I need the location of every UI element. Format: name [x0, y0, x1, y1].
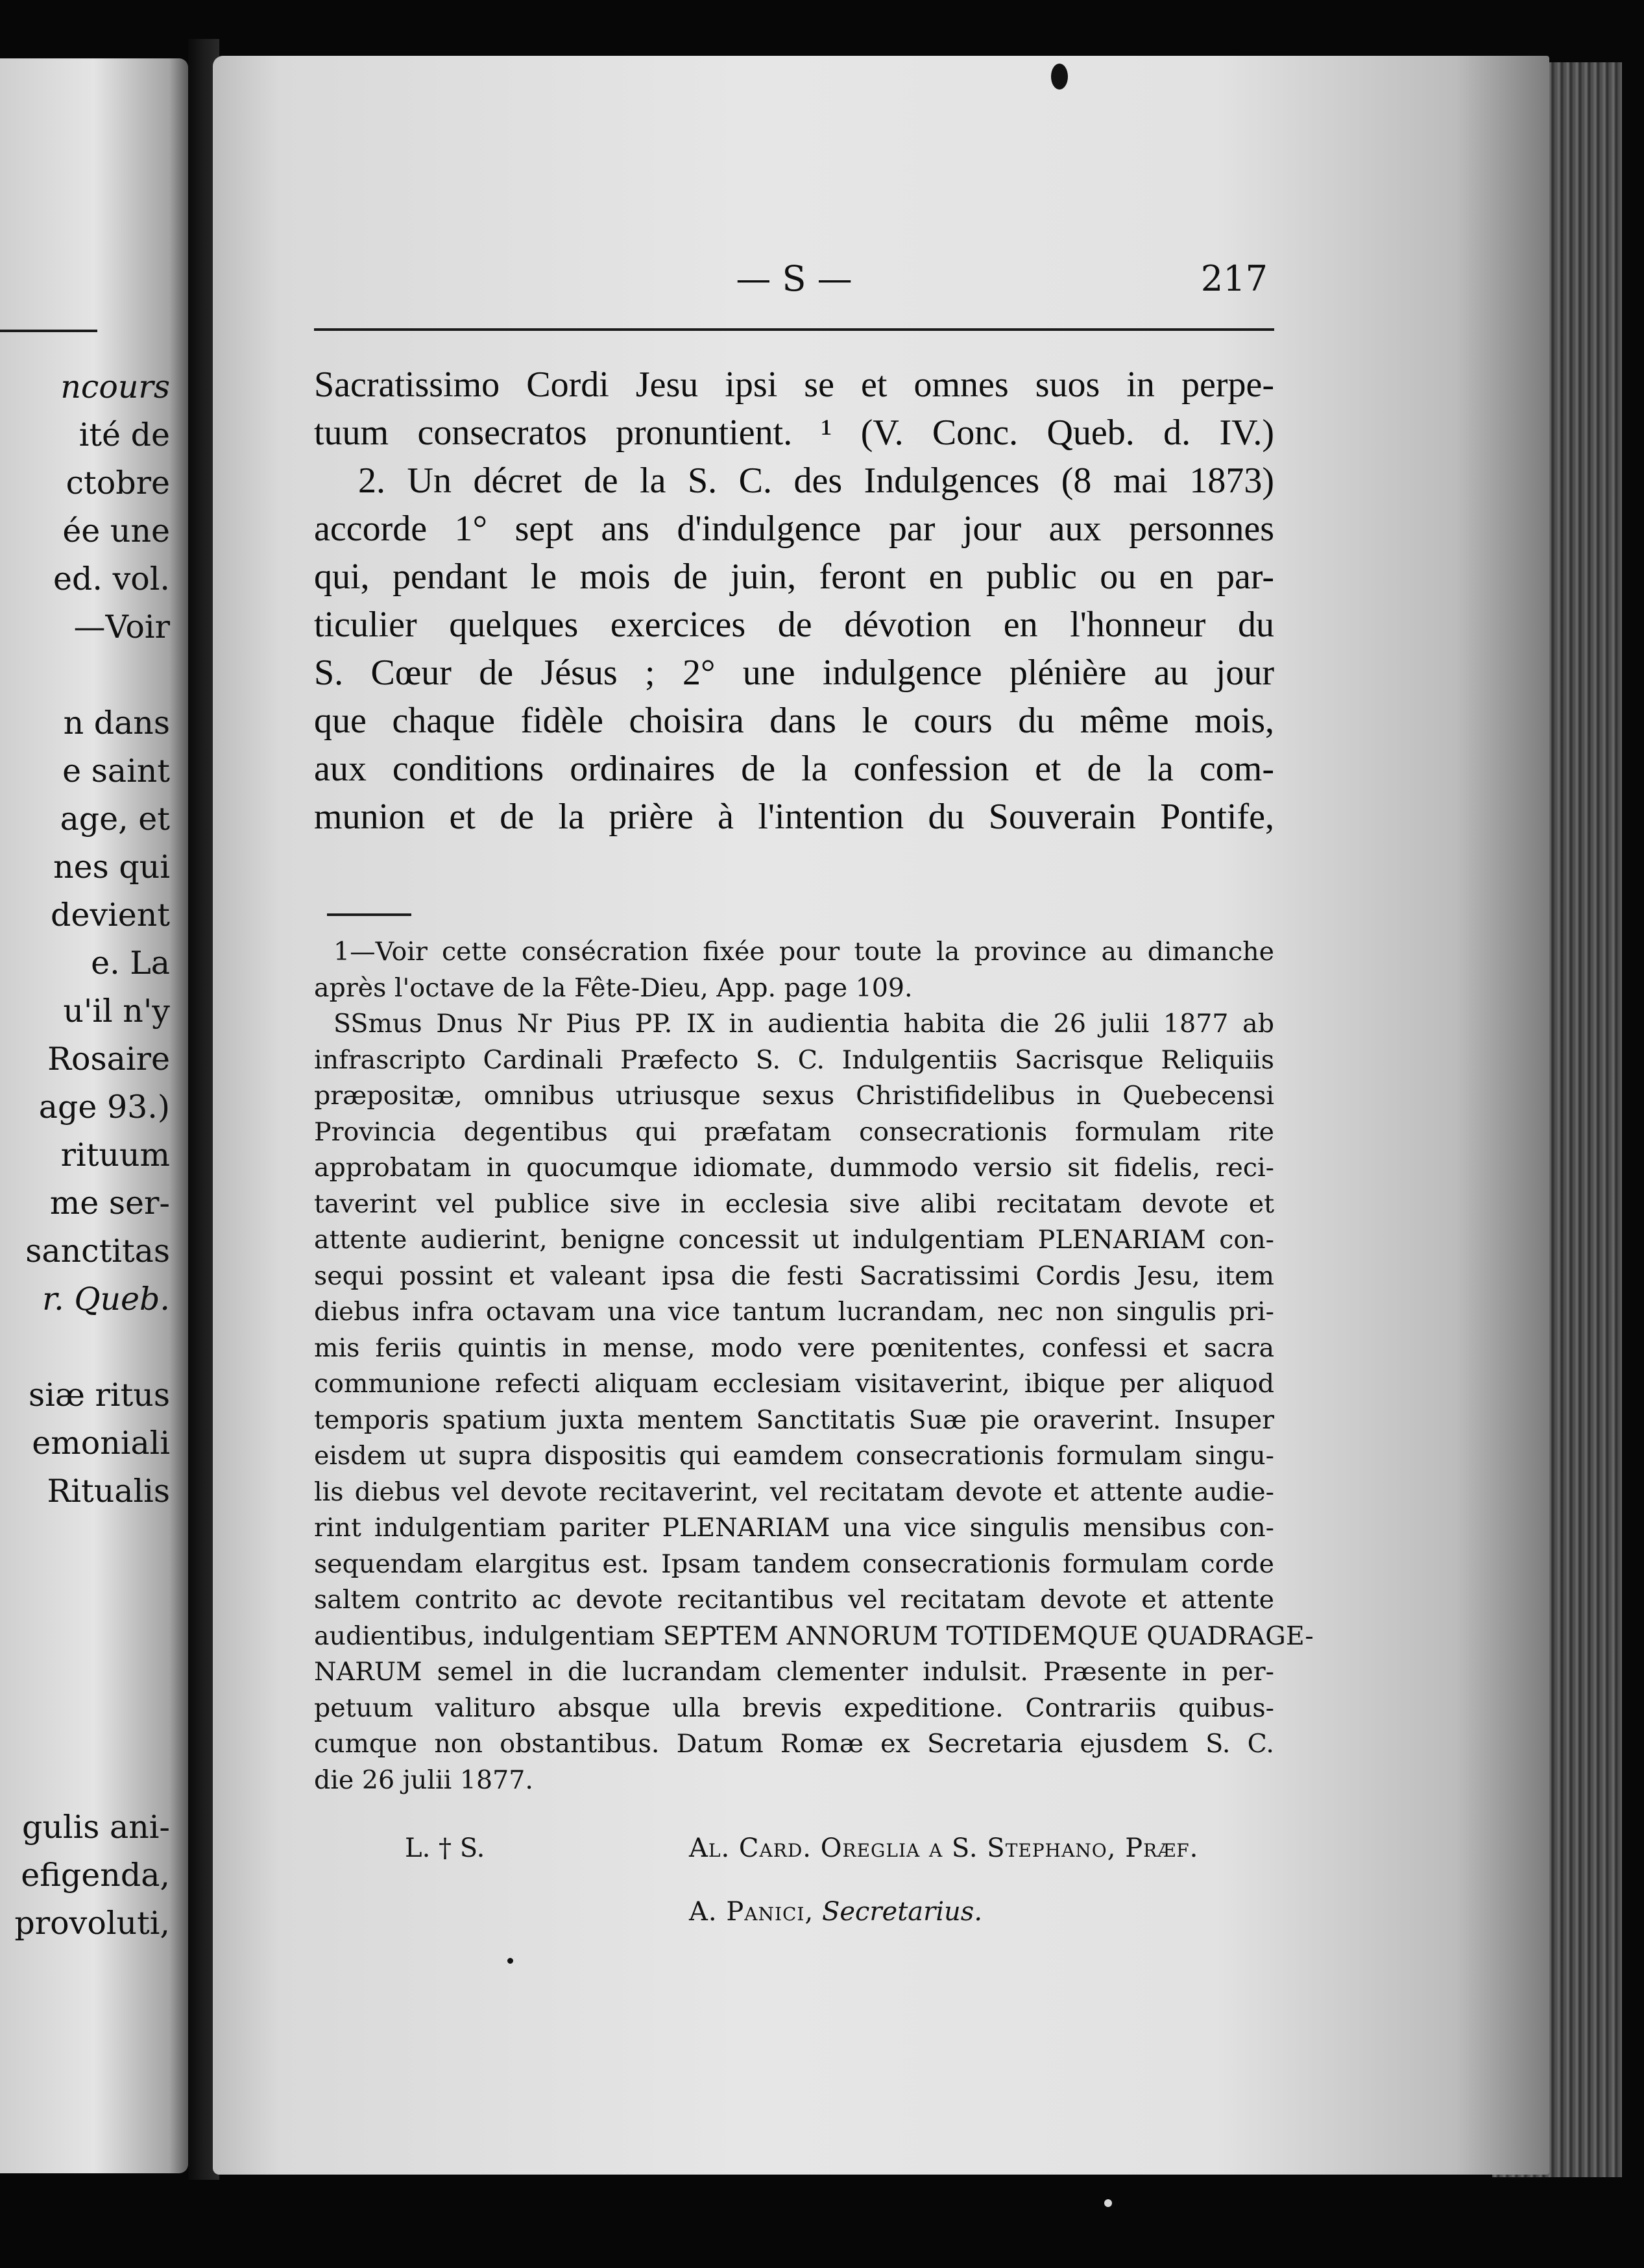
left-line	[0, 1515, 170, 1563]
prefect-signature: Al. Card. Oreglia a S. Stephano, Præf.	[689, 1833, 1199, 1863]
left-line: —Voir	[73, 609, 170, 645]
body-line: 2. Un décret de la S. C. des Indulgences (8 mai 1873)	[358, 461, 1274, 501]
left-line: nes qui	[53, 849, 170, 886]
footnote	[314, 934, 1314, 1798]
footnote-line: cumque non obstantibus. Datum Romæ ex Secretaria ejusdem S. C.	[314, 1729, 1274, 1759]
section-letter: — S —	[736, 258, 852, 299]
left-line	[0, 1563, 170, 1611]
left-line: devient	[51, 897, 170, 934]
left-line	[0, 651, 170, 699]
left-line: emoniali	[32, 1425, 170, 1462]
left-page-rule	[0, 330, 97, 332]
left-line: ctobre	[66, 464, 170, 501]
footnote-line: SSmus Dnus Nr Pius PP. IX in audientia habita die 26 julii 1877 ab	[333, 1009, 1274, 1039]
left-line: siæ ritus	[29, 1377, 170, 1414]
footnote-line: lis diebus vel devote recitaverint, vel recitatam devote et attente audie-	[314, 1477, 1274, 1507]
ink-speck	[1051, 64, 1068, 90]
secretary-signature	[689, 1897, 982, 1927]
left-line: ncours	[60, 368, 170, 405]
left-line: gulis ani-	[22, 1809, 170, 1846]
ink-speck	[507, 1958, 513, 1964]
left-line: e. La	[91, 945, 170, 982]
footnote-line: rint indulgentiam pariter PLENARIAM una vice singulis mensibus con-	[314, 1513, 1274, 1543]
footnote-line: petuum valituro absque ulla brevis expeditione. Contrariis quibus-	[314, 1693, 1274, 1723]
footnote-line: diebus infra octavam una vice tantum lucrandam, nec non singulis pri-	[314, 1297, 1274, 1327]
page-number: 217	[1200, 258, 1268, 299]
footnote-line: après l'octave de la Fête-Dieu, App. page 109.	[314, 972, 913, 1003]
left-line: Rosaire	[47, 1041, 170, 1078]
footnote-line: taverint vel publice sive in ecclesia sive alibi recitatam devote et	[314, 1188, 1274, 1219]
body-line: ticulier quelques exercices de dévotion en l'honneur du	[314, 605, 1274, 645]
body-line: munion et de la prière à l'intention du Souverain Pontife,	[314, 797, 1274, 837]
footnote-line: mis feriis quintis in mense, modo vere pœnitentes, confessi et sacra	[314, 1333, 1274, 1363]
footnote-line: die 26 julii 1877.	[314, 1765, 533, 1795]
footnote-line: Provincia degentibus qui præfatam consecrationis formulam rite	[314, 1116, 1274, 1147]
dust-speck	[1104, 2199, 1112, 2207]
left-page-fragment	[0, 58, 188, 2173]
secretary-title: Secretarius.	[821, 1897, 983, 1927]
header-rule	[314, 328, 1274, 331]
body-line: qui, pendant le mois de juin, feront en public ou en par-	[314, 557, 1274, 597]
footnote-line: sequi possint et valeant ipsa die festi Sacratissimi Cordis Jesu, item	[314, 1261, 1274, 1291]
left-line: u'il n'y	[63, 993, 170, 1030]
right-page	[213, 56, 1549, 2175]
footnote-line: attente audierint, benigne concessit ut indulgentiam PLENARIAM con-	[314, 1225, 1274, 1255]
left-line: age 93.)	[38, 1089, 170, 1126]
body-line: tuum consecratos pronuntient. ¹ (V. Conc. Queb. d. IV.)	[314, 413, 1274, 453]
left-line: r. Queb.	[42, 1281, 170, 1318]
left-line: n dans	[63, 705, 170, 742]
left-line: rituum	[60, 1137, 170, 1174]
footnote-line: eisdem ut supra dispositis qui eamdem consecrationis formulam singu-	[314, 1441, 1274, 1471]
footnote-line: NARUM semel in die lucrandam clementer indulsit. Præsente in per-	[314, 1657, 1274, 1687]
left-page-text	[0, 363, 170, 1948]
body-line: accorde 1° sept ans d'indulgence par jour aux personnes	[314, 509, 1274, 549]
footnote-line: approbatam in quocumque idiomate, dummodo versio sit fidelis, reci-	[314, 1153, 1274, 1183]
left-line: me ser-	[49, 1185, 170, 1222]
footnote-line: temporis spatium juxta mentem Sanctitatis Suæ pie oraverint. Insuper	[314, 1405, 1274, 1435]
left-line: age, et	[60, 801, 170, 838]
body-line: que chaque fidèle choisira dans le cours du même mois,	[314, 701, 1274, 741]
left-line: ité de	[79, 416, 170, 453]
left-line: Ritualis	[47, 1473, 170, 1510]
body-line: Sacratissimo Cordi Jesu ipsi se et omnes suos in perpe-	[314, 365, 1274, 405]
left-line	[0, 1323, 170, 1371]
secretary-name: A. Panici,	[689, 1897, 814, 1927]
footnote-line: communione refecti aliquam ecclesiam visitaverint, ibique per aliquod	[314, 1369, 1274, 1399]
left-line	[0, 1659, 170, 1707]
left-line: sanctitas	[25, 1233, 170, 1270]
left-line: provoluti,	[14, 1905, 170, 1942]
footnote-line: 1—Voir cette consécration fixée pour toute la province au dimanche	[333, 937, 1274, 967]
footnote-rule	[327, 913, 411, 916]
seal-mark: L. † S.	[405, 1833, 485, 1863]
left-line	[0, 1755, 170, 1804]
left-line	[0, 1707, 170, 1755]
running-head	[314, 258, 1274, 310]
footnote-line: audientibus, indulgentiam SEPTEM ANNORUM TOTIDEMQUE QUADRAGE-	[314, 1621, 1314, 1651]
footnote-line: præpositæ, omnibus utriusque sexus Christifidelibus in Quebecensi	[314, 1081, 1274, 1111]
left-line: e saint	[62, 753, 170, 790]
left-line	[0, 1611, 170, 1659]
footnote-line: infrascripto Cardinali Præfecto S. C. Indulgentiis Sacrisque Reliquiis	[314, 1044, 1274, 1075]
footnote-line: saltem contrito ac devote recitantibus vel recitatam devote et attente	[314, 1585, 1274, 1615]
body-text	[314, 361, 1274, 841]
body-line: aux conditions ordinaires de la confession et de la com-	[314, 749, 1274, 789]
left-line: ed. vol.	[53, 561, 170, 597]
body-line: S. Cœur de Jésus ; 2° une indulgence plénière au jour	[314, 653, 1274, 693]
left-line: efigenda,	[21, 1857, 170, 1894]
left-line: ée une	[62, 513, 170, 549]
footnote-line: sequendam elargitus est. Ipsam tandem consecrationis formulam corde	[314, 1549, 1274, 1579]
